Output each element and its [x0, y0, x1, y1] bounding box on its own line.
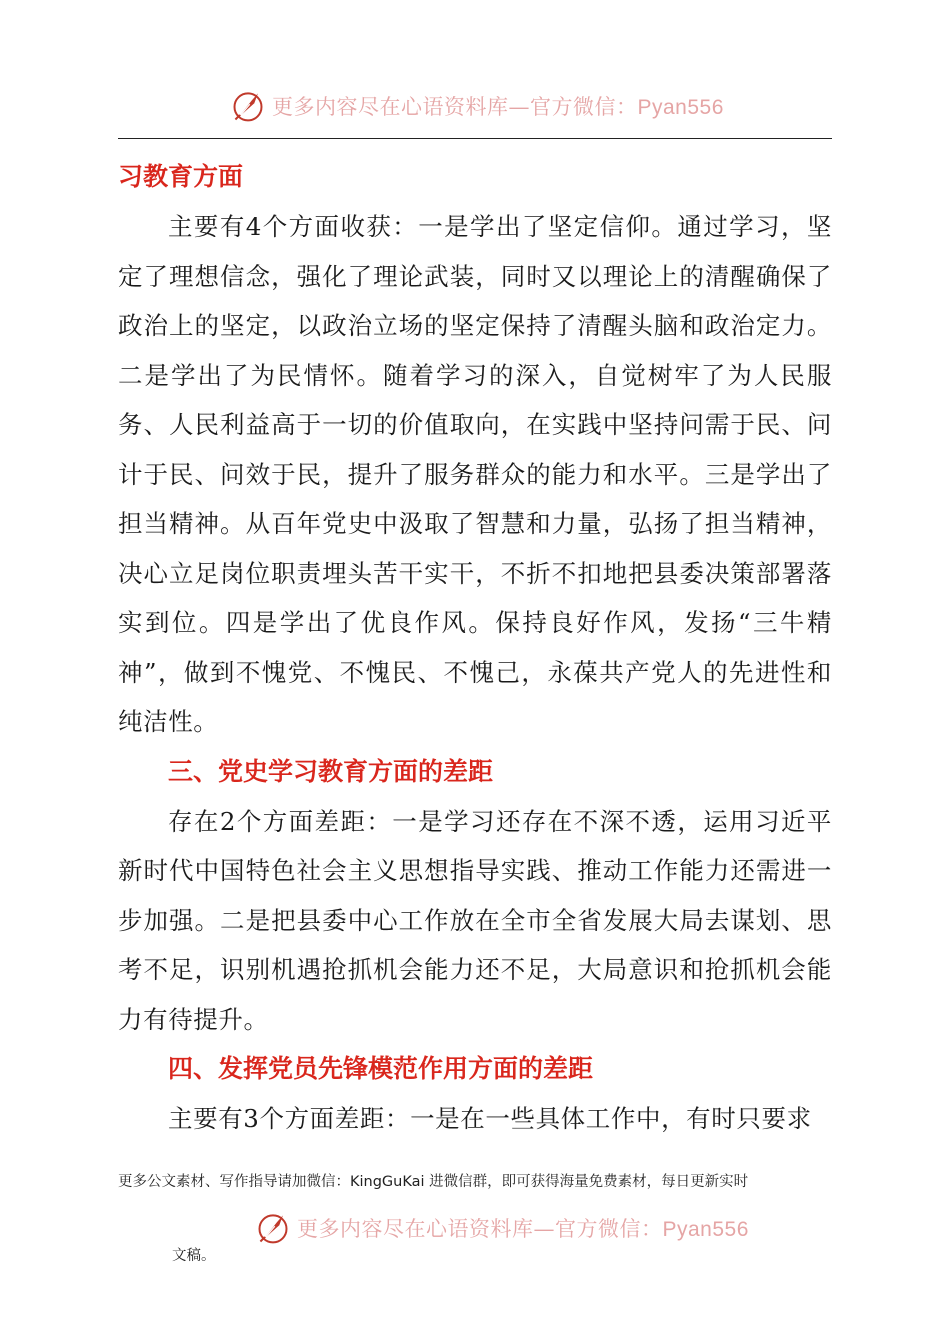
footer-watermark-text: 更多内容尽在心语资料库—官方微信：Pyan556 [297, 1217, 749, 1241]
header-divider [118, 138, 832, 139]
header-watermark-text: 更多内容尽在心语资料库—官方微信：Pyan556 [272, 95, 724, 119]
document-body [118, 152, 832, 1144]
quill-pen-logo-icon [255, 1210, 291, 1246]
section-heading-study-education: 习教育方面 [118, 162, 244, 191]
quill-pen-logo-icon [230, 88, 266, 124]
paragraph-gaps: 存在2个方面差距：一是学习还存在不深不透，运用习近平新时代中国特色社会主义思想指导实践、推动工作能力还需进一步加强。二是把县委中心工作放在全市全省发展大局去谋划、思考不足，识别机遇抢抓机会能力还不足，大局意识和抢抓机会能力有待提升。 [118, 806, 832, 1034]
footer-watermark [255, 1208, 755, 1248]
paragraph-gains: 主要有4个方面收获：一是学出了坚定信仰。通过学习，坚定了理想信念，强化了理论武装，同时又以理论上的清醒确保了政治上的坚定，以政治立场的坚定保持了清醒头脑和政治定力。二是学出了为民情怀。随着学习的深入，自觉树牢了为人民服务、人民利益高于一切的价值取向，在实践中坚持问需于民、问计于民、问效于民，提升了服务群众的能力和水平。三是学出了担当精神。从百年党史中汲取了智慧和力量，弘扬了担当精神，决心立足岗位职责埋头苦干实干，不折不扣地把县委决策部署落实到位。四是学出了优良作风。保持良好作风，发扬“三牛精神”，做到不愧党、不愧民、不愧己，永葆共产党人的先进性和纯洁性。 [118, 212, 832, 736]
footer-wechat-id: Pyan556 [662, 1218, 749, 1241]
header-watermark [230, 86, 730, 126]
paragraph-vanguard-gaps: 主要有3个方面差距：一是在一些具体工作中，有时只要求 [168, 1104, 812, 1133]
header-wechat-id: Pyan556 [637, 96, 724, 119]
section-heading-party-history-gap: 三、党史学习教育方面的差距 [168, 756, 494, 786]
footer-note: 更多公文素材、写作指导请加微信：KingGuKai 进微信群，即可获得海量免费素材，每日更新实时 [118, 1174, 749, 1190]
section-heading-vanguard-role-gap: 四、发挥党员先锋模范作用方面的差距 [168, 1054, 594, 1083]
footer-note-continuation: 文稿。 [172, 1248, 216, 1264]
